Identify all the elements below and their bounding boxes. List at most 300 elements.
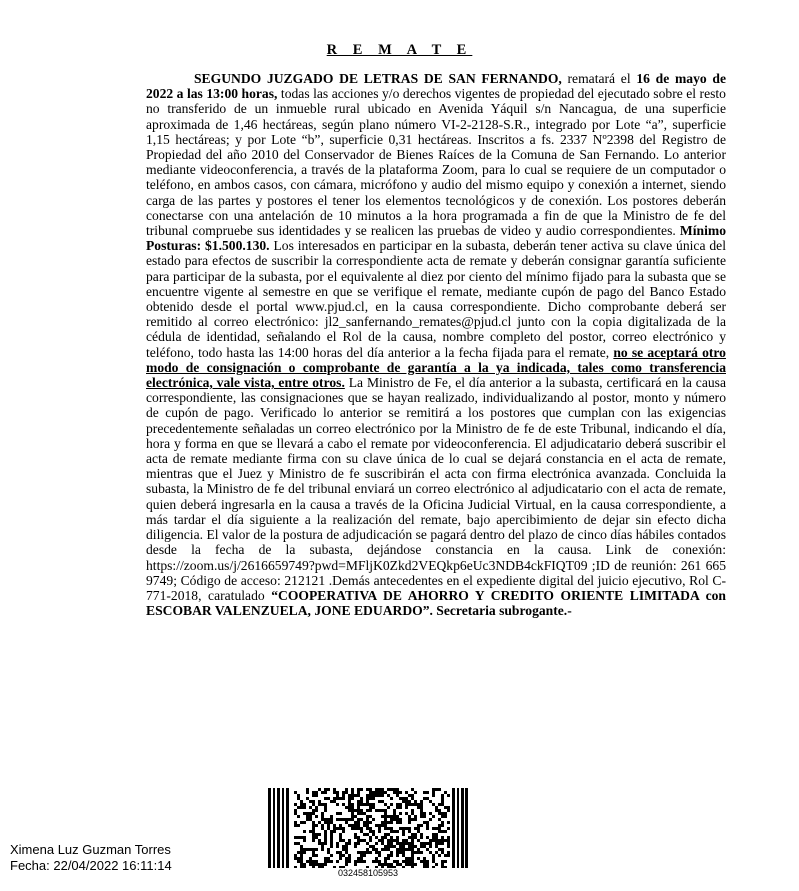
barcode-module [408,857,411,860]
barcode-module [354,863,357,866]
barcode-module [429,812,432,815]
barcode-module [408,794,411,797]
barcode-module [294,812,297,815]
barcode-module [405,803,408,806]
barcode-module [411,812,414,815]
barcode-module [378,791,381,794]
signer-name: Ximena Luz Guzman Torres [10,842,171,857]
barcode-module [396,806,399,809]
barcode-module [315,815,318,818]
barcode-module [321,863,324,866]
barcode-module [399,842,402,845]
barcode-module [360,854,363,857]
barcode-module [321,818,324,821]
barcode-module [384,863,387,866]
barcode-module [438,818,441,821]
barcode-module [381,821,384,824]
barcode-module [426,860,429,863]
barcode-module [447,845,450,848]
barcode-module [420,836,423,839]
barcode-module [330,854,333,857]
barcode-module [402,833,405,836]
barcode-module [420,860,423,863]
barcode-guard-bar [452,788,455,868]
barcode-module [420,833,423,836]
barcode-module [363,860,366,863]
barcode-module [441,863,444,866]
barcode-module [306,815,309,818]
document-title: R E M A T E [326,42,473,58]
barcode-module [369,788,372,791]
barcode-module [375,809,378,812]
barcode-module [342,830,345,833]
barcode-module [372,818,375,821]
barcode-module [384,809,387,812]
barcode-module [294,824,297,827]
barcode-module [297,857,300,860]
barcode-module [351,809,354,812]
barcode-module [441,830,444,833]
barcode-module [357,812,360,815]
barcode-module [357,803,360,806]
barcode-module [345,806,348,809]
barcode-module [423,863,426,866]
case-caption: “COOPERATIVA DE AHORRO Y CREDITO ORIENTE LIMITADA con ESCOBAR VALENZUELA, JONE EDUARDO”. Secretaria subrogante.- [146,587,726,619]
barcode-module [381,824,384,827]
barcode-module [402,848,405,851]
barcode-module [315,863,318,866]
barcode-module [414,815,417,818]
barcode-module [330,818,333,821]
barcode-module [297,842,300,845]
barcode-module [309,818,312,821]
barcode-module [309,848,312,851]
barcode-module [444,806,447,809]
barcode-module [300,821,303,824]
barcode-module [411,833,414,836]
barcode-module [399,821,402,824]
barcode-module [360,818,363,821]
barcode-module [408,836,411,839]
barcode-module [336,818,339,821]
barcode-module [381,842,384,845]
barcode-module [426,848,429,851]
barcode-module [447,794,450,797]
barcode-module [300,851,303,854]
barcode-guard-bar [273,788,275,868]
barcode-module [312,851,315,854]
barcode-module [381,809,384,812]
barcode-module [321,842,324,845]
barcode-module [387,794,390,797]
barcode-module [426,827,429,830]
barcode-module [384,860,387,863]
barcode-module [405,839,408,842]
barcode-module [426,842,429,845]
barcode-module [417,830,420,833]
barcode-module [363,821,366,824]
barcode-module [438,827,441,830]
barcode-module [402,827,405,830]
barcode-module [366,809,369,812]
barcode-module [372,797,375,800]
barcode-module [375,836,378,839]
barcode-module [372,860,375,863]
barcode-module [438,809,441,812]
barcode-module [381,791,384,794]
barcode-module [354,824,357,827]
barcode-module [363,839,366,842]
barcode-module [342,827,345,830]
barcode-module [438,830,441,833]
barcode-module [411,851,414,854]
barcode-module [339,857,342,860]
body-text-3: Los interesados en participar en la subasta, deberán tener activa su clave única del estado para efectos de suscribir la correspondiente acta de remate y deberán consignar garantía suficiente para participar de la subasta, por el equivalente al diez por ciento del mínimo fijado para la subasta que se encuentre vigente al semestre en que se verifique el remate, mediante cupón de pago del Banco Estado obtenido desde el portal www.pjud.cl, en la causa correspondiente. Dicho comprobante deberá ser remitido al correo electrónico: jl2_sanfernando_remates@pjud.cl junto con la copia digitalizada de la cédula de identidad, señalando el Rol de la causa, nombre completo del postor, correo electrónico y teléfono, todo hasta las 14:00 horas del día anterior a la fecha fijada para el remate, [146,238,726,360]
barcode-module [360,827,363,830]
barcode-module [408,830,411,833]
barcode-module [354,821,357,824]
barcode-module [360,830,363,833]
barcode-module [309,860,312,863]
barcode-module [348,839,351,842]
barcode-module [354,836,357,839]
barcode-module [375,842,378,845]
barcode-module [327,797,330,800]
barcode-module [357,791,360,794]
barcode-module [315,806,318,809]
barcode-module [324,857,327,860]
barcode-module [351,788,354,791]
barcode-module [390,836,393,839]
barcode-module [435,806,438,809]
barcode-module [339,797,342,800]
barcode-module [321,845,324,848]
barcode-module [342,797,345,800]
barcode-module [357,818,360,821]
barcode-module [333,824,336,827]
barcode-module [306,848,309,851]
barcode-module [447,809,450,812]
barcode-guard-bar [457,788,459,868]
barcode-module [300,845,303,848]
barcode-module [300,848,303,851]
barcode-module [336,845,339,848]
auction-date: 16 de mayo de 2022 a las 13:00 horas, [146,71,726,102]
barcode-module [330,815,333,818]
barcode-module [396,818,399,821]
barcode-module [345,857,348,860]
barcode-module [411,836,414,839]
barcode-module [357,794,360,797]
barcode-module [375,824,378,827]
barcode-module [345,821,348,824]
barcode-module [354,845,357,848]
barcode-module [387,827,390,830]
barcode-module [321,824,324,827]
barcode-module [441,800,444,803]
barcode-guard-bar [282,788,284,868]
barcode-module [378,788,381,791]
barcode-module [432,857,435,860]
barcode-module [384,827,387,830]
barcode-module [333,800,336,803]
barcode-module [390,818,393,821]
barcode-module [393,809,396,812]
barcode-module [408,860,411,863]
barcode-module [408,863,411,866]
barcode-module [387,854,390,857]
barcode-module [324,791,327,794]
barcode-module [351,824,354,827]
barcode-module [414,800,417,803]
barcode-module [438,842,441,845]
barcode-module [327,848,330,851]
barcode-module [432,791,435,794]
barcode-module [402,851,405,854]
barcode-module [312,821,315,824]
barcode-module [312,812,315,815]
barcode-module [441,836,444,839]
barcode-module [384,857,387,860]
barcode-module [417,806,420,809]
barcode-module [360,839,363,842]
barcode-module [366,818,369,821]
barcode-module [348,809,351,812]
barcode-module [423,791,426,794]
barcode-module [306,797,309,800]
barcode-module [432,788,435,791]
barcode-module [366,851,369,854]
barcode-module [342,794,345,797]
barcode-module [429,845,432,848]
barcode-module [345,848,348,851]
barcode-module [432,815,435,818]
barcode-module [360,851,363,854]
barcode-module [384,803,387,806]
barcode-module [339,824,342,827]
barcode-module [441,839,444,842]
barcode-module [312,794,315,797]
barcode-module [387,845,390,848]
barcode-module [315,860,318,863]
barcode-module [420,842,423,845]
barcode-module [369,821,372,824]
barcode-module [306,860,309,863]
barcode-module [309,806,312,809]
barcode-module [408,848,411,851]
barcode-module [393,812,396,815]
barcode-module [387,815,390,818]
barcode-module [384,791,387,794]
barcode-module [423,845,426,848]
barcode-module [402,800,405,803]
barcode-module [306,788,309,791]
barcode-module [348,803,351,806]
barcode-module [369,815,372,818]
barcode-module [351,818,354,821]
barcode-module [447,854,450,857]
barcode-module [441,860,444,863]
barcode-module [387,839,390,842]
barcode-module [432,803,435,806]
barcode-module [381,848,384,851]
barcode-module [375,794,378,797]
barcode-module [312,830,315,833]
barcode-module [405,860,408,863]
barcode-module [435,851,438,854]
barcode-module [384,821,387,824]
barcode-module [309,830,312,833]
barcode-module [294,821,297,824]
barcode-module [411,857,414,860]
barcode-module [324,860,327,863]
barcode-module [336,797,339,800]
barcode-module [348,857,351,860]
barcode-module [387,863,390,866]
barcode-module [300,803,303,806]
barcode-module [324,836,327,839]
barcode-module [381,788,384,791]
barcode-module [363,854,366,857]
barcode-module [441,851,444,854]
barcode-module [324,839,327,842]
barcode-module [396,848,399,851]
barcode-module [387,848,390,851]
barcode-module [444,815,447,818]
barcode-module [351,794,354,797]
barcode-module [369,803,372,806]
barcode-module [330,860,333,863]
barcode-module [339,839,342,842]
barcode-module [426,824,429,827]
barcode-module [336,860,339,863]
barcode-module [402,797,405,800]
barcode-module [357,842,360,845]
barcode-module [423,797,426,800]
barcode-module [402,860,405,863]
barcode-module [432,839,435,842]
barcode-module [390,863,393,866]
barcode-module [303,836,306,839]
barcode-module [294,791,297,794]
barcode-module [393,839,396,842]
barcode-module [315,791,318,794]
barcode-module [396,815,399,818]
barcode-module [417,851,420,854]
barcode-module [408,800,411,803]
barcode-module [375,791,378,794]
barcode-module [342,839,345,842]
barcode-module [387,788,390,791]
barcode-module [399,806,402,809]
barcode-module [399,791,402,794]
barcode-module [351,803,354,806]
body-text-1: rematará el [561,71,637,86]
barcode-module [366,803,369,806]
barcode-module [438,824,441,827]
barcode-module [354,827,357,830]
barcode-module [333,827,336,830]
barcode-module [357,860,360,863]
barcode-module [363,803,366,806]
barcode-module [423,815,426,818]
barcode-module [363,833,366,836]
barcode-module [381,839,384,842]
barcode-module [336,842,339,845]
barcode-module [429,842,432,845]
barcode-module [408,818,411,821]
barcode-module [447,839,450,842]
barcode-module [414,836,417,839]
barcode-module [324,809,327,812]
barcode-module [303,863,306,866]
barcode-module [414,833,417,836]
barcode-module [402,845,405,848]
barcode-module [303,803,306,806]
barcode-module [366,833,369,836]
barcode-module [339,812,342,815]
barcode-guard-bar [461,788,464,868]
barcode-module [348,800,351,803]
barcode-module [411,860,414,863]
barcode-module [336,794,339,797]
barcode-module [342,791,345,794]
barcode-module [369,827,372,830]
barcode-module [405,812,408,815]
barcode-module [369,830,372,833]
barcode-module [357,851,360,854]
barcode-module [300,860,303,863]
barcode-module [441,794,444,797]
barcode-module [396,803,399,806]
barcode-module [330,845,333,848]
barcode-module [360,809,363,812]
barcode-module [357,821,360,824]
barcode-module [348,842,351,845]
barcode-module [411,839,414,842]
barcode-module [324,806,327,809]
barcode-module [426,821,429,824]
barcode-module [423,842,426,845]
barcode-module [348,806,351,809]
barcode-module [420,806,423,809]
barcode-module [411,842,414,845]
barcode-module [447,806,450,809]
barcode-module [384,812,387,815]
barcode-guard-bar [277,788,280,868]
barcode-module [435,809,438,812]
barcode-module [381,836,384,839]
barcode-module [396,851,399,854]
barcode-module [435,842,438,845]
barcode-module [423,821,426,824]
barcode-module [336,812,339,815]
barcode-module [414,845,417,848]
barcode-module [345,851,348,854]
barcode-module [366,800,369,803]
barcode-module [363,851,366,854]
barcode-module [441,815,444,818]
barcode-module [342,818,345,821]
barcode-module [339,827,342,830]
barcode-module [405,806,408,809]
barcode-module [339,833,342,836]
barcode-module [363,824,366,827]
barcode-module [324,833,327,836]
barcode-module [414,863,417,866]
body-text-2: todas las acciones y/o derechos vigentes de propiedad del ejecutado sobre el resto no transferido de un inmueble rural ubicado en Avenida Yáquil s/n Nancagua, de una superficie aproximada de 1,46 hectáreas, según plano número VI-2-2128-S.R., integrado por Lote “a”, superficie 1,15 hectáreas; y por Lote “b”, superficie 0,31 hectáreas. Inscritos a fs. 2337 Nº2398 del Registro de Propiedad del año 2010 del Conservador de Bienes Raíces de la Comuna de San Fernando. Lo anterior mediante videoconferencia, a través de la plataforma Zoom, para lo cual se requiere de un computador o teléfono, en ambos casos, con cámara, micrófono y audio del mismo equipo y conexión a internet, siendo carga de las partes y postores el tener los elementos tecnológicos y de conexión. Los postores deberán conectarse con una antelación de 10 minutos a la hora programada a fin de que la Ministro de fe del tribunal compruebe sus identidades y se realicen las pruebas de video y audio correspondientes. [146,86,726,239]
barcode-module [324,830,327,833]
